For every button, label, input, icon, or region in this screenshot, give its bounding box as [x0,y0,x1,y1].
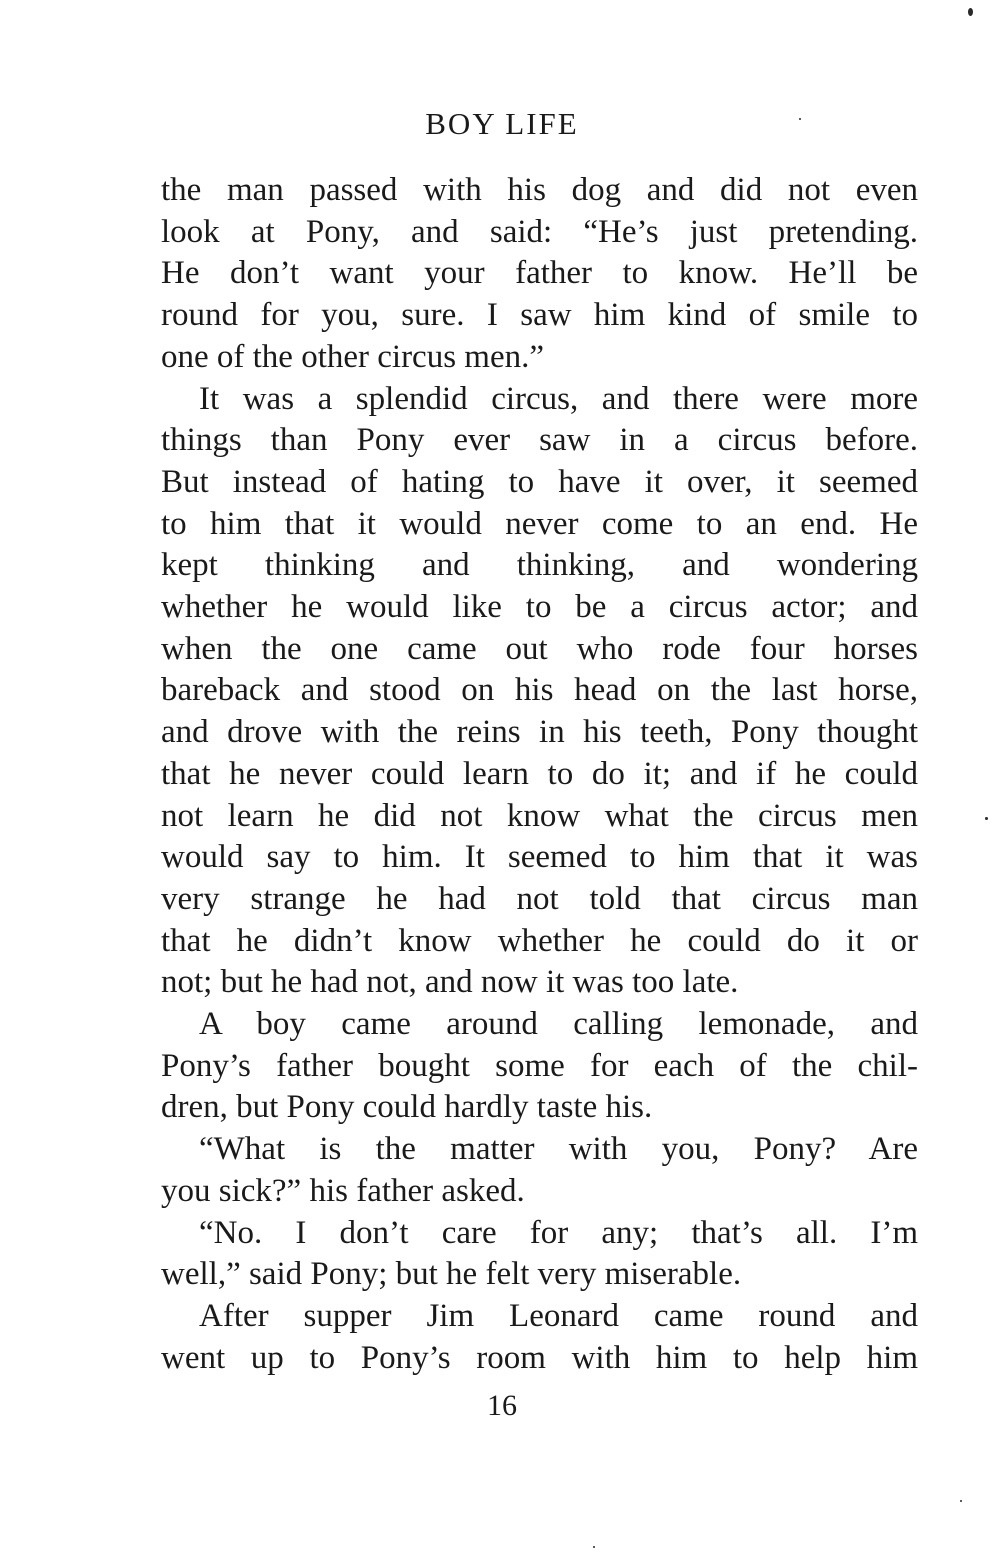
text-line: It was a splendid circus, and there were more [199,380,918,417]
running-head: BOY LIFE [425,106,579,141]
text-line: that he didn’t know whether he could do it or [161,922,918,959]
text-line: you sick?” his father asked. [161,1172,525,1209]
scan-speck [960,1500,962,1502]
text-line: Pony’s father bought some for each of the chil- [161,1047,918,1084]
text-line: when the one came out who rode four horses [161,630,918,667]
scan-speck [593,1546,595,1548]
text-line: would say to him. It seemed to him that it was [161,839,918,876]
text-line: that he never could learn to do it; and if he could [161,755,918,792]
text-line: “No. I don’t care for any; that’s all. I’m [199,1214,918,1251]
text-line: well,” said Pony; but he felt very miserable. [161,1256,742,1293]
text-line: whether he would like to be a circus actor; and [161,589,918,626]
text-line: round for you, sure. I saw him kind of smile to [161,297,918,334]
text-line: the man passed with his dog and did not even [161,172,918,208]
text-line: and drove with the reins in his teeth, Pony thought [161,714,918,751]
text-line: not learn he did not know what the circus men [161,797,918,834]
scan-speck [985,817,988,820]
body-text [161,170,918,1379]
paragraph [161,1129,918,1212]
text-line: not; but he had not, and now it was too late. [161,964,739,1001]
text-line: bareback and stood on his head on the last horse, [161,672,918,709]
paragraph [161,1213,918,1296]
scan-speck [799,118,801,120]
text-line: to him that it would never come to an end. He [161,505,918,542]
text-line: He don’t want your father to know. He’ll be [161,255,918,292]
text-line: kept thinking and thinking, and wondering [161,547,918,584]
text-line: “What is the matter with you, Pony? Are [199,1131,918,1168]
text-line: one of the other circus men.” [161,338,545,375]
text-line: A boy came around calling lemonade, and [199,1006,918,1043]
paragraph [161,170,918,379]
paragraph [161,379,918,1005]
text-line: look at Pony, and said: “He’s just pretending. [161,213,918,250]
page-number: 16 [487,1389,517,1422]
text-line: After supper Jim Leonard came round and [199,1297,918,1334]
paragraph [161,1296,918,1379]
text-line: very strange he had not told that circus man [161,880,918,917]
text-line: dren, but Pony could hardly taste his. [161,1089,653,1126]
text-line: But instead of hating to have it over, it seemed [161,463,918,500]
text-line: went up to Pony’s room with him to help him [161,1339,918,1376]
scan-speck [968,8,973,16]
paragraph [161,1004,918,1129]
text-line: things than Pony ever saw in a circus before. [161,422,918,459]
